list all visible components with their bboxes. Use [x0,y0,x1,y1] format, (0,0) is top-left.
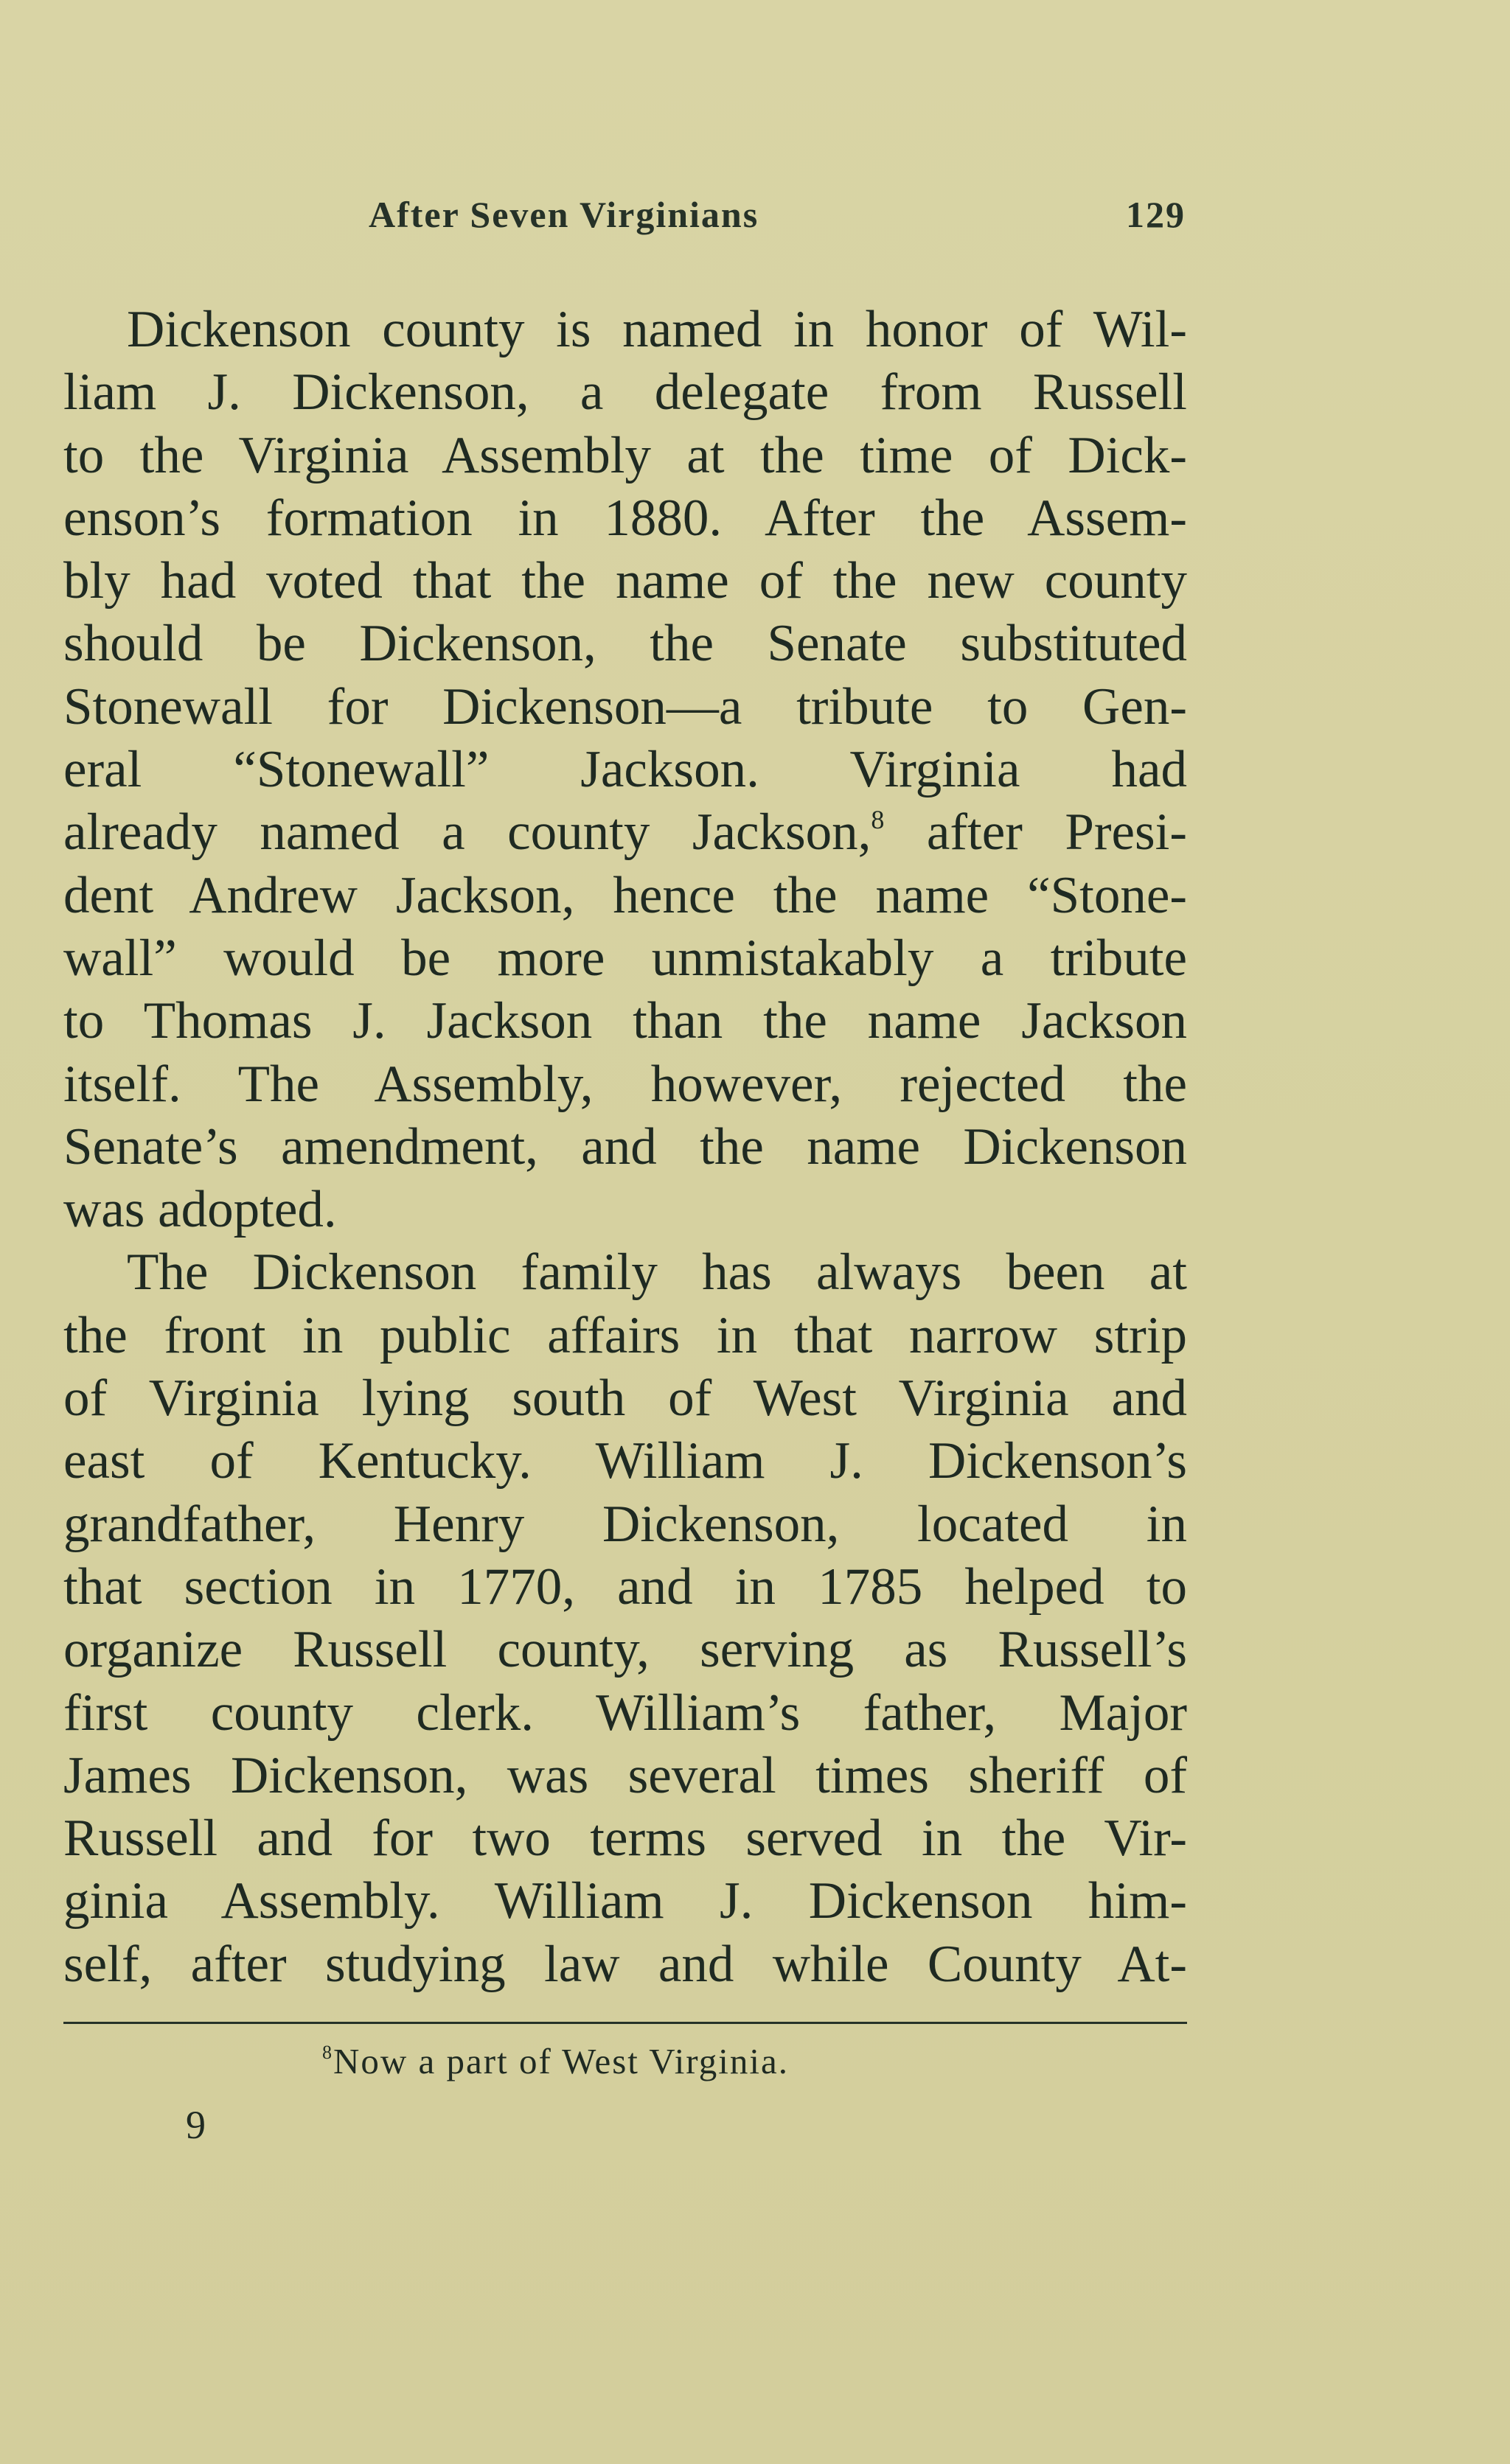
footnote-text: Now a part of West Virginia. [333,2041,789,2081]
text-line: to Thomas J. Jackson than the name Jackson [63,992,1187,1050]
text-line: of Virginia lying south of West Virginia and [63,1369,1187,1428]
text-line: James Dickenson, was several times sheriff of [63,1746,1187,1804]
running-head [369,193,1186,245]
text-line: eral “Stonewall” Jackson. Virginia had [63,741,1187,799]
text-line: Stonewall for Dickenson—a tribute to Gen- [63,677,1187,736]
text-line-part: already named a county Jackson, [63,803,871,862]
signature-mark: 9 [186,2103,206,2147]
text-line: bly had voted that the name of the new county [63,552,1187,610]
text-line: the front in public affairs in that narrow strip [63,1306,1187,1364]
text-line-with-footnote-ref [63,801,1187,864]
text-line: liam J. Dickenson, a delegate from Russell [63,363,1187,422]
running-title: After Seven Virginians [369,194,759,235]
text-line: ginia Assembly. William J. Dickenson him- [63,1872,1187,1930]
text-line: first county clerk. William’s father, Major [63,1683,1187,1742]
footnote [322,2040,789,2082]
text-line: Russell and for two terms served in the Vir- [63,1809,1187,1868]
footnote-divider [63,2022,1187,2024]
footnote-reference: 8 [871,805,885,835]
text-line: organize Russell county, serving as Russell’s [63,1621,1187,1679]
text-line: self, after studying law and while County At- [63,1935,1187,1993]
body-text [63,299,1187,1996]
text-line: to the Virginia Assembly at the time of Dick- [63,426,1187,484]
text-line: should be Dickenson, the Senate substituted [63,615,1187,673]
text-line: Dickenson county is named in honor of Wil- [127,301,1187,358]
text-line: The Dickenson family has always been at [127,1243,1187,1302]
text-line: was adopted. [63,1181,337,1239]
footnote-marker: 8 [322,2042,333,2063]
text-line: itself. The Assembly, however, rejected the [63,1055,1187,1113]
text-line: that section in 1770, and in 1785 helped to [63,1557,1187,1616]
page-number: 129 [1126,194,1186,235]
text-line: wall” would be more unmistakably a tribute [63,929,1187,987]
text-line: Senate’s amendment, and the name Dickenson [63,1117,1187,1176]
text-line: enson’s formation in 1880. After the Assem- [63,489,1187,547]
text-line: grandfather, Henry Dickenson, located in [63,1495,1187,1553]
text-line: dent Andrew Jackson, hence the name “Stone- [63,866,1187,924]
text-line-part: after Presi- [884,803,1187,862]
text-line: east of Kentucky. William J. Dickenson’s [63,1432,1187,1490]
